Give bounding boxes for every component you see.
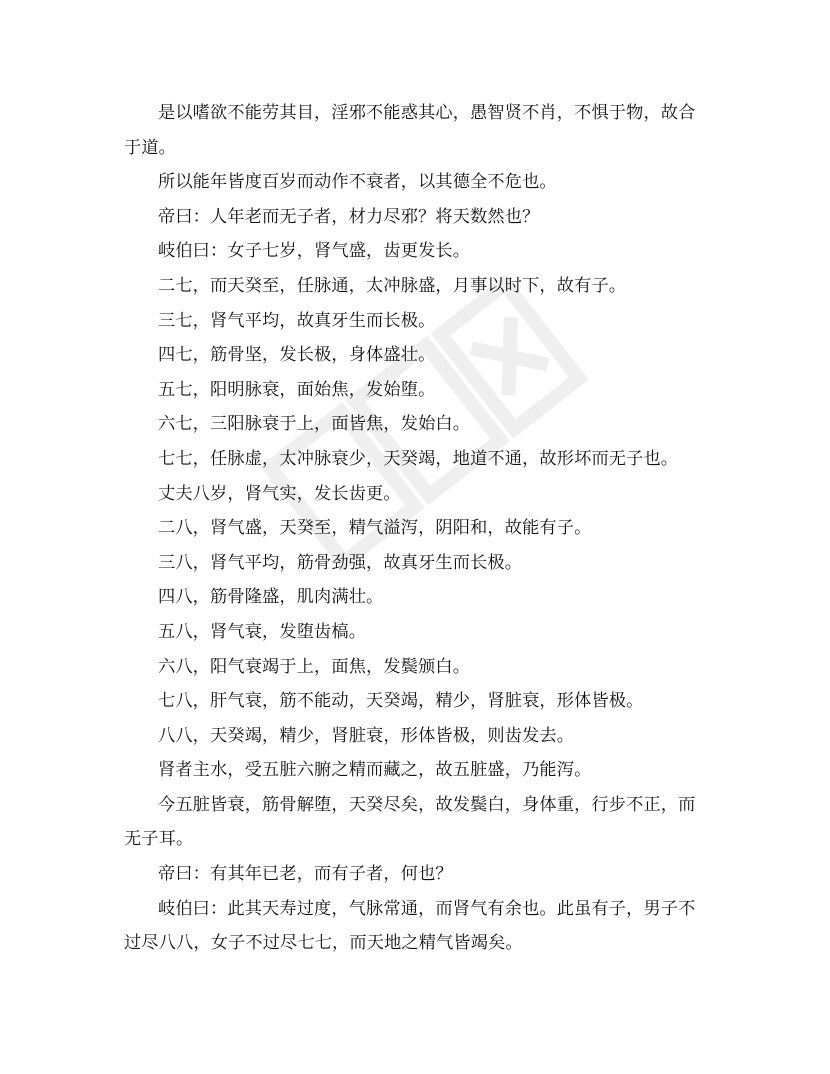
paragraph-17: 七八，肝气衰，筋不能动，天癸竭，精少，肾脏衰，形体皆极。 [158,691,644,712]
paragraph-6: 三七，肾气平均，故真牙生而长极。 [158,310,436,331]
paragraph-1: 是以嗜欲不能劳其目，淫邪不能惑其心，愚智贤不肖，不惧于物，故合于道。 [124,103,696,158]
paragraph-8: 五七，阳明脉衰，面始焦，发始堕。 [158,379,436,400]
paragraph-19: 肾者主水，受五脏六腑之精而藏之，故五脏盛，乃能泻。 [158,760,592,781]
paragraph-10: 七七，任脉虚，太冲脉衰少，天癸竭，地道不通，故形坏而无子也。 [158,448,679,469]
paragraph-12: 二八，肾气盛，天癸至，精气溢泻，阴阳和，故能有子。 [158,518,592,539]
paragraph-15: 五八，肾气衰，发堕齿槁。 [158,621,367,642]
paragraph-2: 所以能年皆度百岁而动作不衰者，以其德全不危也。 [158,172,557,193]
paragraph-18: 八八，天癸竭，精少，肾脏衰，形体皆极，则齿发去。 [158,725,575,746]
document-body [124,96,712,961]
paragraph-9: 六七，三阳脉衰于上，面皆焦，发始白。 [158,414,471,435]
paragraph-21: 帝曰：有其年已老，而有子者，何也？ [158,864,453,885]
paragraph-20: 今五脏皆衰，筋骨解堕，天癸尽矣，故发鬓白，身体重，行步不正，而无子耳。 [124,794,696,850]
paragraph-13: 三八，肾气平均，筋骨劲强，故真牙生而长极。 [158,552,523,573]
paragraph-16: 六八，阳气衰竭于上，面焦，发鬓颁白。 [158,656,471,677]
paragraph-4: 岐伯曰：女子七岁，肾气盛，齿更发长。 [158,241,471,262]
paragraph-3: 帝曰：人年老而无子者，材力尽邪？将天数然也？ [158,206,540,227]
paragraph-7: 四七，筋骨坚，发长极，身体盛壮。 [158,345,436,366]
paragraph-5: 二七，而天癸至，任脉通，太冲脉盛，月事以时下，故有子。 [158,275,627,296]
paragraph-11: 丈夫八岁，肾气实，发长齿更。 [158,483,401,504]
paragraph-14: 四八，筋骨隆盛，肌肉满壮。 [158,587,384,608]
paragraph-22: 岐伯曰：此其天寿过度，气脉常通，而肾气有余也。此虽有子，男子不过尽八八，女子不过尽七七，而天地之精气皆竭矣。 [124,898,696,954]
